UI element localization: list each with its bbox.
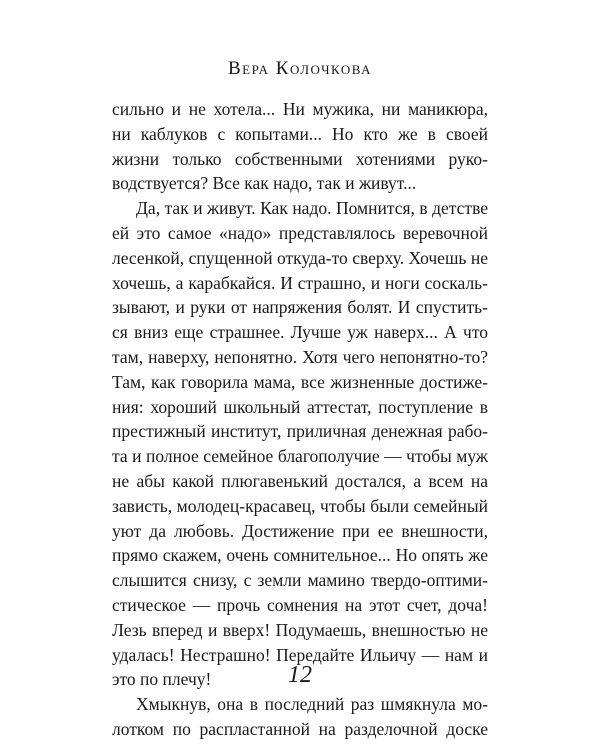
text-line: не абы какой плюгавенький достался, а всем на xyxy=(112,470,488,491)
text-line: Хмыкнув, она в последний раз шмякнула мо- xyxy=(136,694,488,715)
text-line: Там, как говорила мама, все жизненные достиже- xyxy=(112,371,488,392)
text-line: там, наверху, непонятно. Хотя чего непонятно-то? xyxy=(112,346,488,367)
text-line: ей это самое «надо» представлялось веревочной xyxy=(112,222,488,243)
text-line: лотком по распластанной на разделочной доске xyxy=(112,718,488,739)
text-line: удалась! Нестрашно! Передайте Ильичу — нам и xyxy=(112,644,488,665)
text-line: та и полное семейное благополучие — чтобы муж xyxy=(112,446,488,467)
text-line: хочешь, а карабкайся. И страшно, и ноги соскаль- xyxy=(112,272,488,293)
text-line: Да, так и живут. Как надо. Помнится, в детстве xyxy=(136,198,488,219)
text-line: ни каблуков с копытами... Но кто же в своей xyxy=(112,123,488,144)
page-number: 12 xyxy=(288,662,312,688)
text-line: стическое — прочь сомнения на этот счет, доча! xyxy=(112,594,488,615)
text-line: лесенкой, спущенной откуда-то сверху. Хочешь не xyxy=(112,247,488,268)
text-line: Лезь вперед и вверх! Подумаешь, внешностью не xyxy=(112,619,488,640)
running-head: Вера Колочкова xyxy=(227,58,373,79)
text-line: это по плечу! xyxy=(112,669,212,690)
text-line: водствуется? Все как надо, так и живут... xyxy=(112,173,417,194)
text-line: ся вниз еще страшнее. Лучше уж наверх... А что xyxy=(112,322,488,343)
text-line: прямо скажем, очень сомнительное... Но опять же xyxy=(112,545,488,566)
text-line: сильно и не хотела... Ни мужика, ни маникюра, xyxy=(112,99,488,119)
text-line: ния: хороший школьный аттестат, поступление в xyxy=(112,396,488,417)
text-line: зависть, молодец-красавец, чтобы были семейный xyxy=(112,495,488,516)
text-line: уют да любовь. Достижение при ее внешности, xyxy=(112,520,488,541)
text-line: зывают, и руки от напряжения болят. И спустить- xyxy=(112,297,488,318)
text-line: жизни только собственными хотениями руко- xyxy=(112,148,488,169)
text-line: престижный институт, приличная денежная рабо- xyxy=(112,421,488,442)
text-line: слышится снизу, с земли мамино твердо-оптими- xyxy=(112,570,488,591)
body-text xyxy=(112,97,488,742)
